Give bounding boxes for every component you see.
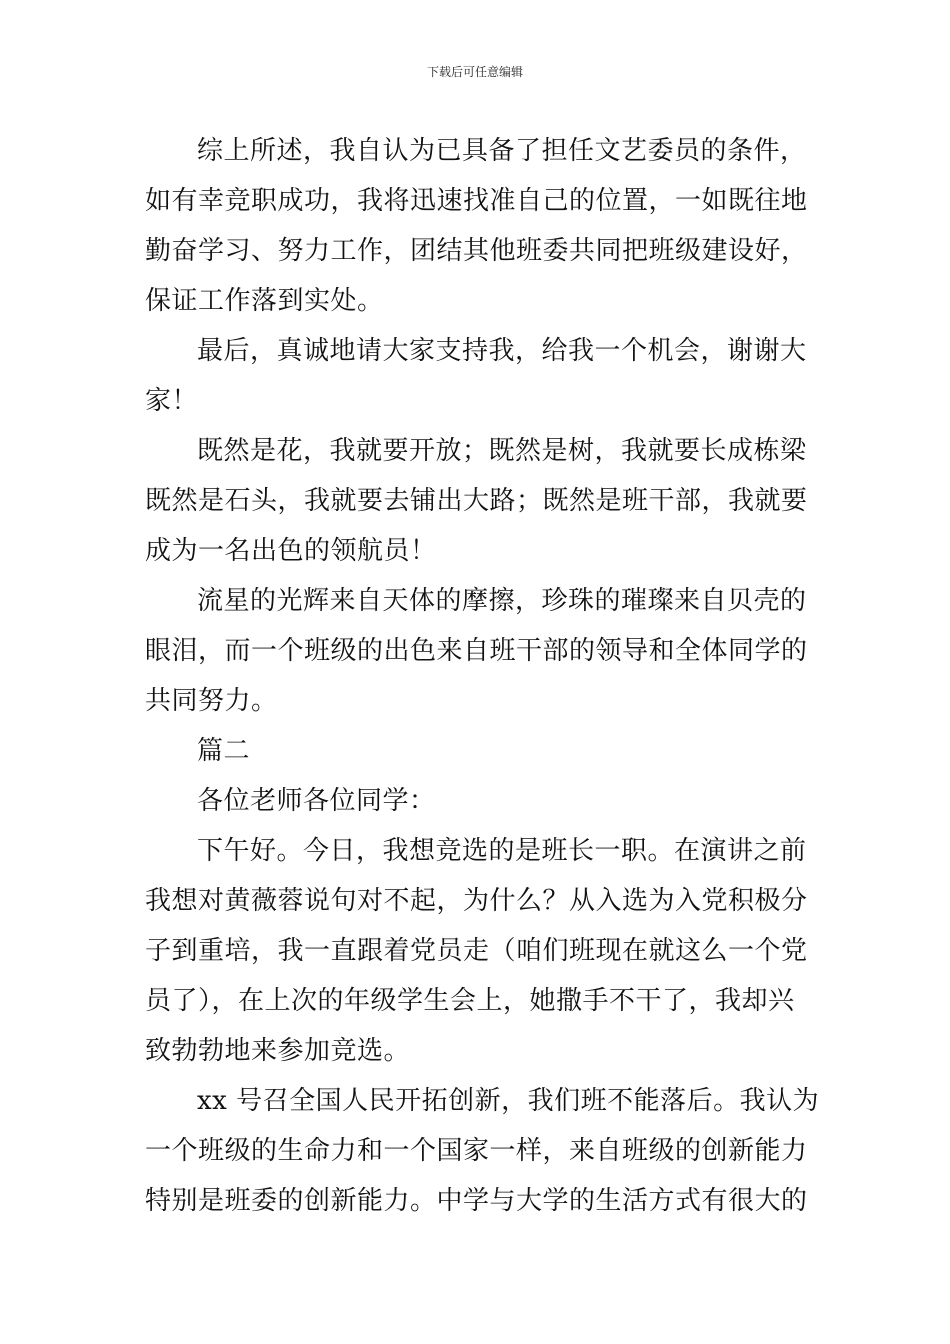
paragraph-line: 眼泪，而一个班级的出色来自班干部的领导和全体同学的 xyxy=(145,636,808,666)
salutation-line: 各位老师各位同学： xyxy=(197,786,436,816)
paragraph-line: 下午好。今日，我想竞选的是班长一职。在演讲之前 xyxy=(197,836,807,866)
section-heading: 篇二 xyxy=(197,736,251,766)
paragraph-line: 既然是花，我就要开放；既然是树，我就要长成栋梁 xyxy=(197,436,807,466)
paragraph-line: 保证工作落到实处。 xyxy=(145,286,384,316)
paragraph-line: 成为一名出色的领航员！ xyxy=(145,536,437,566)
paragraph-line: 致勃勃地来参加竞选。 xyxy=(145,1036,411,1066)
paragraph-line: 如有幸竞职成功，我将迅速找准自己的位置，一如既往地 xyxy=(145,186,808,216)
paragraph-line: 子到重培，我一直跟着党员走（咱们班现在就这么一个党 xyxy=(145,936,808,966)
paragraph-line: 特别是班委的创新能力。中学与大学的生活方式有很大的 xyxy=(145,1186,808,1216)
paragraph-line: xx 号召全国人民开拓创新，我们班不能落后。我认为 xyxy=(197,1086,820,1116)
paragraph-line: 勤奋学习、努力工作，团结其他班委共同把班级建设好， xyxy=(145,236,808,266)
paragraph-line: 一个班级的生命力和一个国家一样，来自班级的创新能力 xyxy=(145,1136,808,1166)
document-body xyxy=(145,126,820,1226)
page-header: 下载后可任意编辑 xyxy=(426,65,523,79)
paragraph-line: 最后，真诚地请大家支持我，给我一个机会，谢谢大 xyxy=(197,336,807,366)
paragraph-line: 既然是石头，我就要去铺出大路；既然是班干部，我就要 xyxy=(145,486,808,516)
paragraph-line: 员了），在上次的年级学生会上，她撒手不干了，我却兴 xyxy=(145,986,795,1016)
paragraph-line: 流星的光辉来自天体的摩擦，珍珠的璀璨来自贝壳的 xyxy=(197,586,807,616)
paragraph-line: 综上所述，我自认为已具备了担任文艺委员的条件， xyxy=(197,136,807,166)
paragraph-line: 共同努力。 xyxy=(145,686,278,716)
paragraph-line: 我想对黄薇蓉说句对不起，为什么？从入选为入党积极分 xyxy=(145,886,808,916)
paragraph-line: 家！ xyxy=(145,386,199,416)
